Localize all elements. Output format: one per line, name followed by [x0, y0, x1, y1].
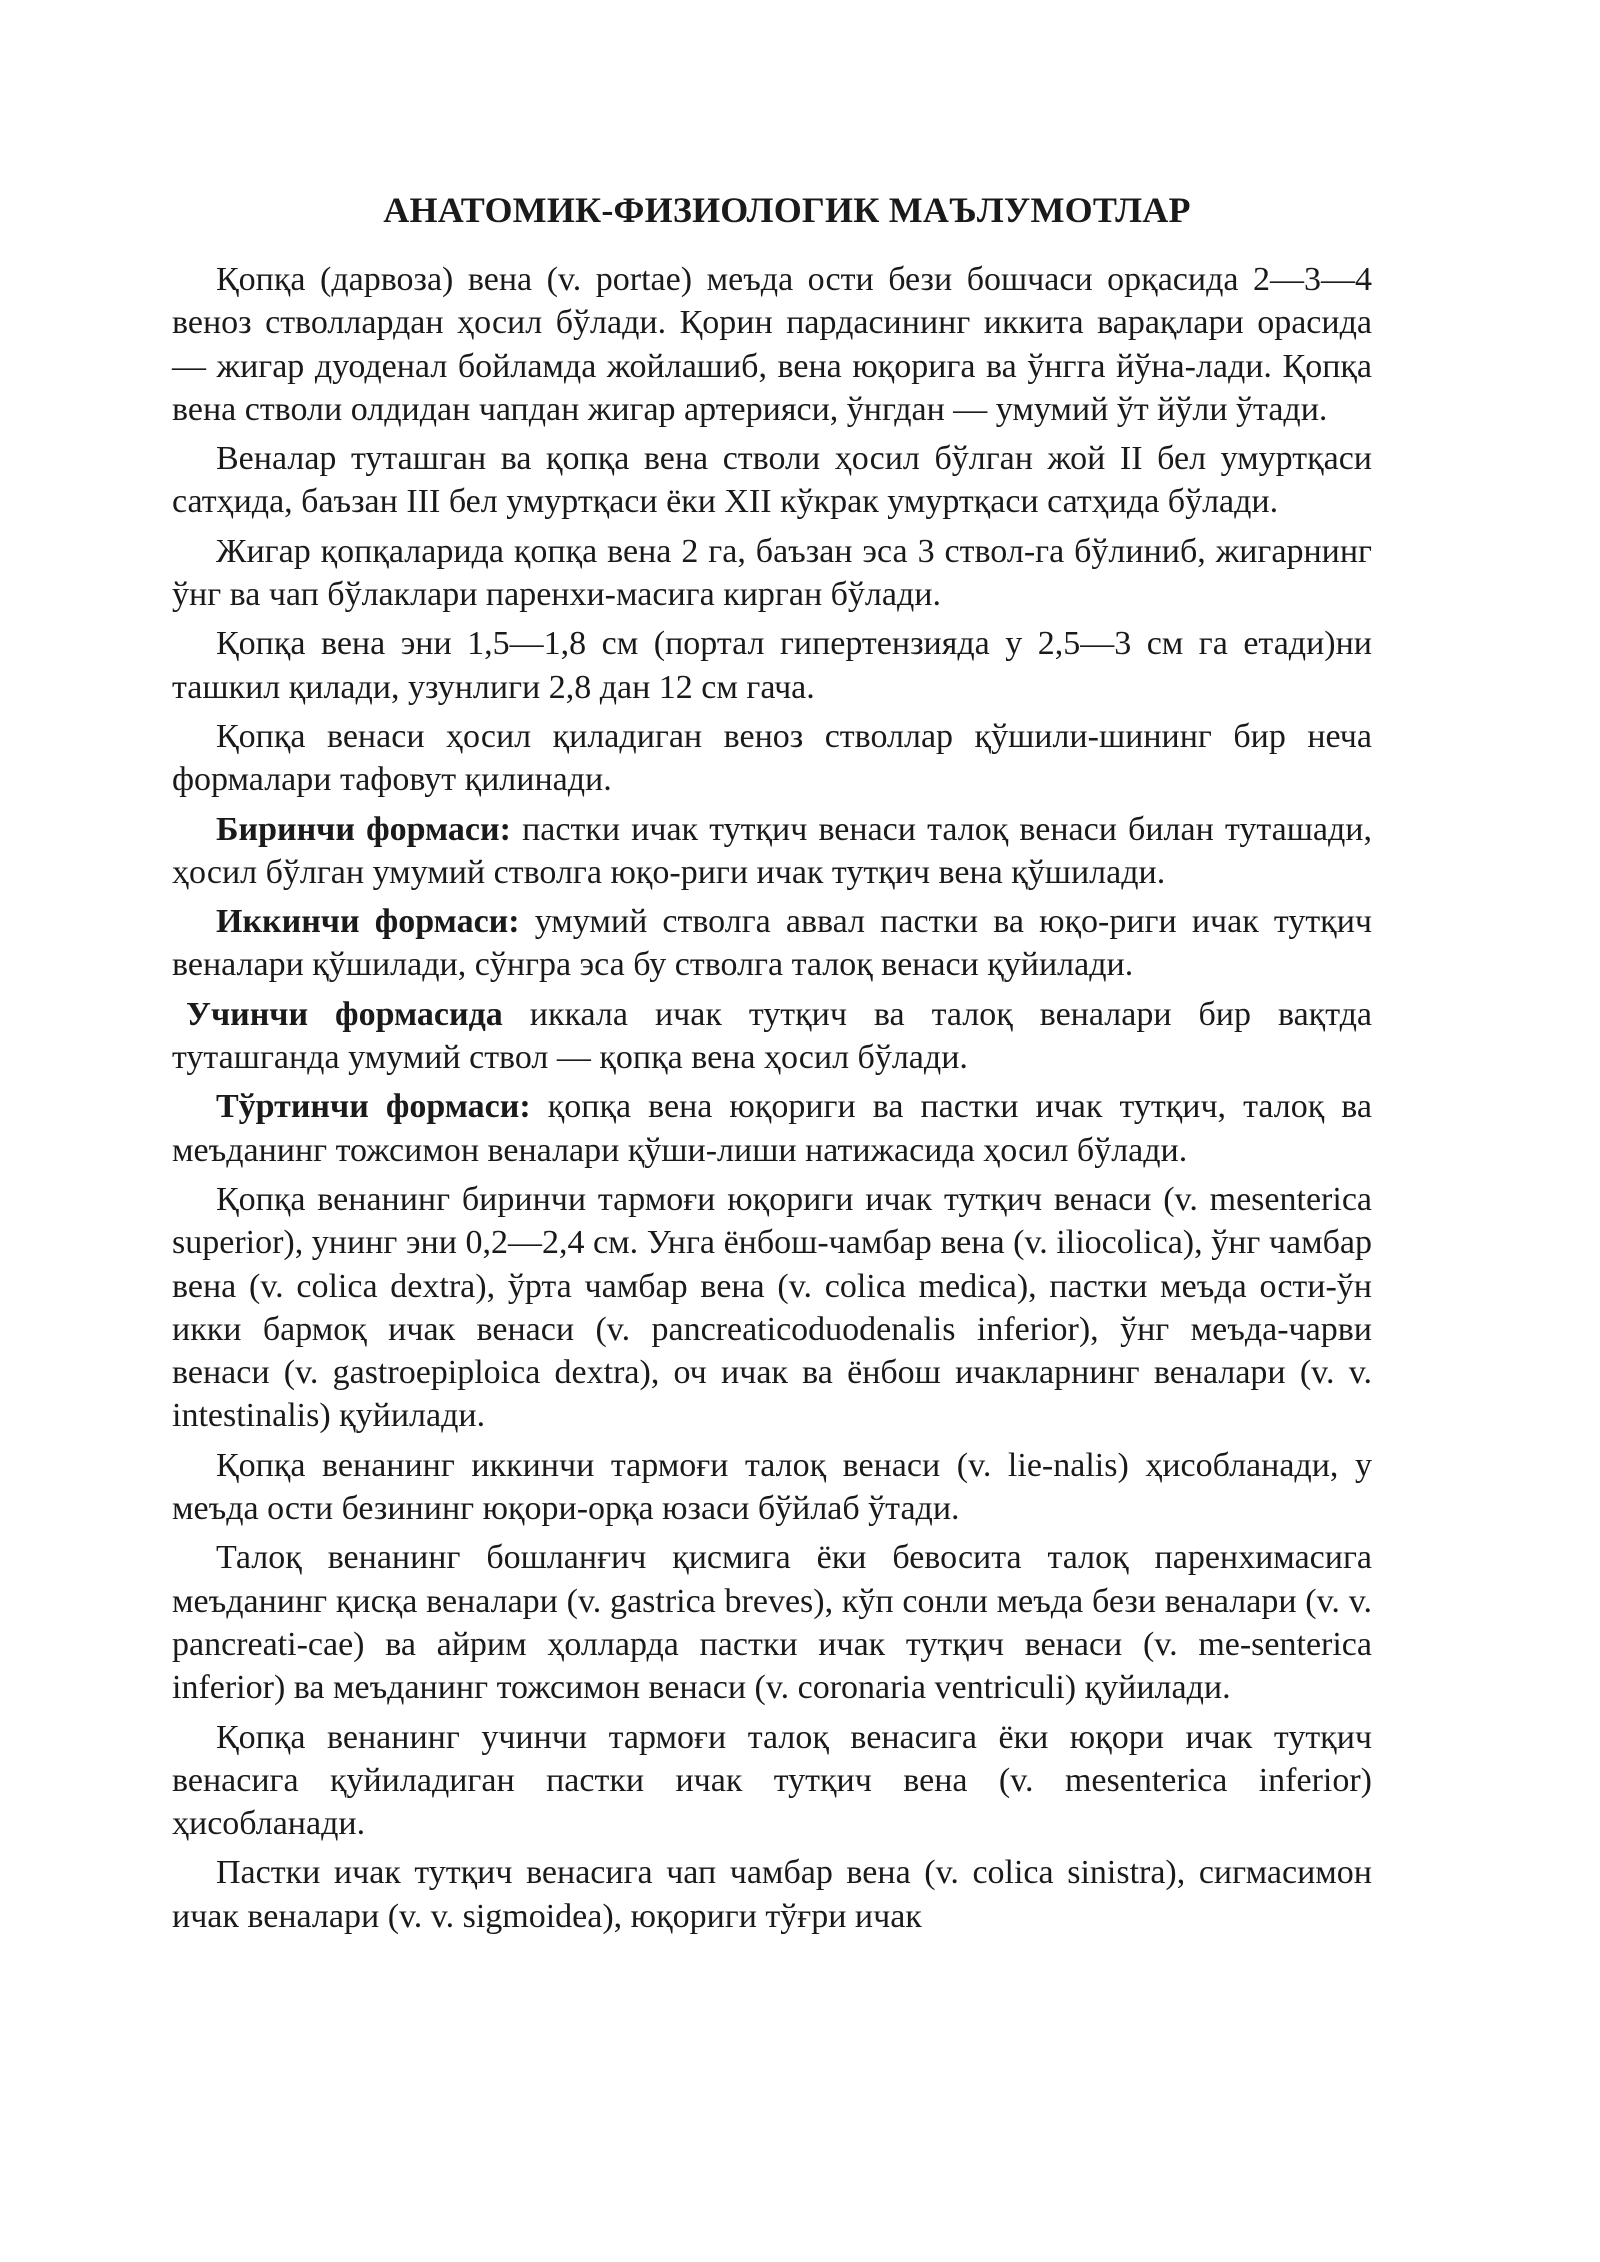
paragraph-inferior-mesenteric	[172, 1851, 1372, 1938]
paragraph-first-form	[172, 808, 1372, 895]
form-heading: Иккинчи формаси:	[216, 903, 520, 941]
paragraph-second-form	[172, 900, 1372, 987]
paragraph-liver-gates	[172, 530, 1372, 617]
paragraph-second-branch	[172, 1444, 1372, 1531]
paragraph-vein-width	[172, 622, 1372, 709]
paragraph-forms-intro	[172, 715, 1372, 802]
paragraph-text: пастки ичак тутқич венаси талоқ венаси билан туташади, ҳосил бўлган умумий стволга юқо-риги ичак тутқич вена қўшилади.	[172, 810, 1372, 891]
paragraph-text: Қопқа венаси ҳосил қиладиган веноз стволлар қўшили-шининг бир неча формалари тафовут қилинади.	[172, 717, 1372, 799]
paragraph-first-branch	[172, 1178, 1372, 1438]
form-heading: Учинчи формасида	[186, 995, 503, 1033]
paragraph-third-form	[172, 993, 1372, 1080]
paragraph-text: умумий стволга аввал пастки ва юқо-риги ичак тутқич веналари қўшилади, сўнгра эса бу стволга талоқ венаси қуйилади.	[172, 903, 1372, 984]
page-title: АНАТОМИК-ФИЗИОЛОГИК МАЪЛУМОТЛАР	[383, 190, 1191, 230]
paragraph-text: Пастки ичак тутқич венасига чап чамбар вена (v. colica sinistra), сигмасимон ичак веналари (v. v. sigmoidea), юқориги тўғри ичак	[172, 1854, 1372, 1935]
paragraph-text: қопқа вена юқориги ва пастки ичак тутқич, талоқ ва меъданинг тожсимон веналари қўши-лиши натижасида ҳосил бўлади.	[172, 1088, 1372, 1169]
paragraph-text: иккала ичак тутқич ва талоқ веналари бир вақтда туташганда умумий ствол — қопқа вена ҳосил бўлади.	[172, 995, 1373, 1077]
paragraph-vertebral-level	[172, 437, 1372, 524]
paragraph-text: Талоқ венанинг бошланғич қисмига ёки бевосита талоқ паренхимасига меъданинг қисқа веналари (v. gastrica breves), кўп сонли меъда бези веналари (v. v. pancreati-cae) ва айрим ҳолларда пастки ичак тутқич венаси (v. me-senterica inferior) ва меъданинг тожсимон венаси (v. coronaria ventriculi) қуйилади.	[172, 1539, 1372, 1707]
paragraph-text: Қопқа (дарвоза) вена (v. portae) меъда ости бези бошчаси орқасида 2—3—4 веноз стволлардан ҳосил бўлади. Қорин пардасининг иккита варақлари орасида — жигар дуоденал бойламда жойлашиб, вена юқорига ва ўнгга йўна-лади. Қопқа вена стволи олдидан чапдан жигар артерияси, ўнгдан — умумий ўт йўли ўтади.	[172, 261, 1372, 428]
paragraph-text: Қопқа вена эни 1,5—1,8 см (портал гипертензияда у 2,5—3 см га етади)ни ташкил қилади, узунлиги 2,8 дан 12 см гача.	[172, 625, 1372, 706]
paragraph-splenic-vein	[172, 1536, 1372, 1709]
paragraph-text: Веналар туташган ва қопқа вена стволи ҳосил бўлган жой II бел умуртқаси сатҳида, баъзан III бел умуртқаси ёки XII кўкрак умуртқаси сатҳида бўлади.	[172, 440, 1372, 521]
form-heading: Биринчи формаси:	[216, 810, 511, 848]
paragraph-text: Жигар қопқаларида қопқа вена 2 га, баъзан эса 3 ствол-га бўлиниб, жигарнинг ўнг ва чап бўлаклари паренхи-масига кирган бўлади.	[172, 532, 1372, 614]
paragraph-portal-vein-origin	[172, 258, 1372, 431]
document-page	[172, 188, 1372, 1944]
paragraph-text: Қопқа венанинг учинчи тармоғи талоқ венасига ёки юқори ичак тутқич венасига қуйиладиган пастки ичак тутқич вена (v. mesenterica inferior) ҳисобланади.	[172, 1718, 1372, 1843]
paragraph-fourth-form	[172, 1085, 1372, 1172]
paragraph-text: Қопқа венанинг биринчи тармоғи юқориги ичак тутқич венаси (v. mesenterica superior), унинг эни 0,2—2,4 см. Унга ёнбош-чамбар вена (v. iliocolica), ўнг чамбар вена (v. colica dextra), ўрта чамбар вена (v. colica medica), пастки меъда ости-ўн икки бармоқ ичак венаси (v. pancreaticoduodenalis inferior), ўнг меъда-чарви венаси (v. gastroepiploica dextra), оч ичак ва ёнбош ичакларнинг веналари (v. v. intestinalis) қуйилади.	[172, 1180, 1372, 1435]
form-heading: Тўртинчи формаси:	[216, 1088, 531, 1126]
paragraph-third-branch	[172, 1716, 1372, 1846]
paragraph-text: Қопқа венанинг иккинчи тармоғи талоқ венаси (v. lie-nalis) ҳисобланади, у меъда ости безининг юқори-орқа юзаси бўйлаб ўтади.	[172, 1446, 1372, 1528]
